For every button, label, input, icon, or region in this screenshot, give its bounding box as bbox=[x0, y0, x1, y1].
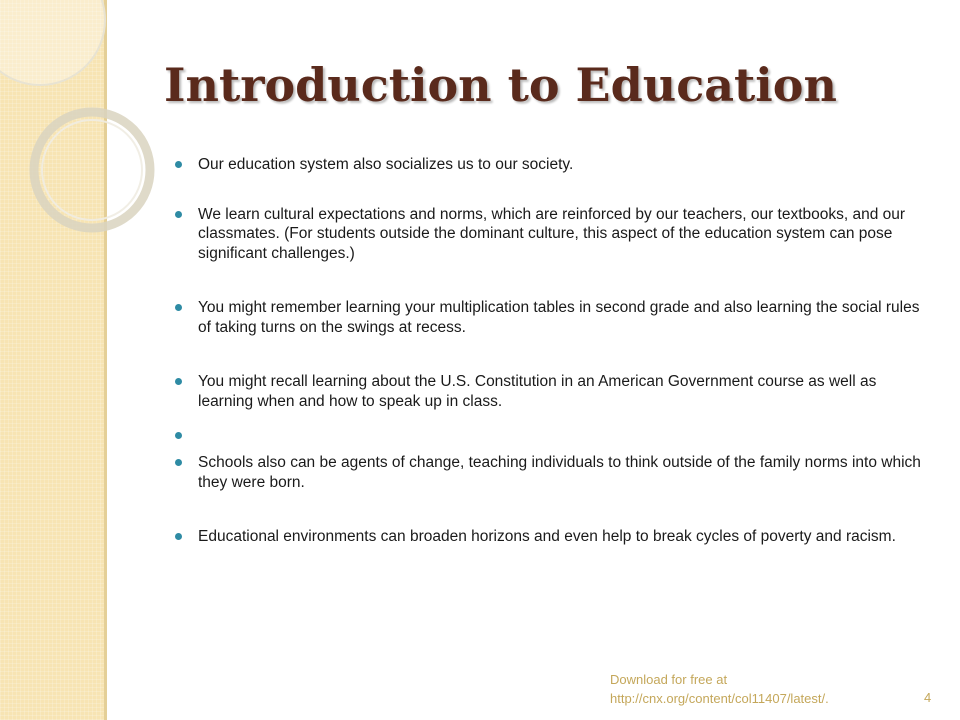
bullet-item: You might recall learning about the U.S. Constitution in an American Government course as well as learning when and how to speak up in class. bbox=[198, 372, 928, 411]
footer-source bbox=[610, 670, 829, 708]
footer-source-link[interactable]: http://cnx.org/content/col11407/latest/. bbox=[610, 691, 829, 706]
bullet-item: We learn cultural expectations and norms, which are reinforced by our teachers, our textbooks, and our classmates. (For students outside the dominant culture, this aspect of the education system can pose significant challenges.) bbox=[198, 205, 928, 264]
empty-bullet-item bbox=[198, 426, 928, 445]
bullet-list bbox=[198, 150, 928, 547]
decorative-side-band bbox=[0, 0, 106, 720]
page-number: 4 bbox=[924, 690, 932, 705]
side-band-edge bbox=[104, 0, 107, 720]
slide-title: Introduction to Education bbox=[164, 58, 837, 112]
bullet-item: Our education system also socializes us to our society. bbox=[198, 155, 928, 175]
bullet-item: Schools also can be agents of change, teaching individuals to think outside of the family norms into which they were born. bbox=[198, 453, 928, 492]
footer-source-line: Download for free at bbox=[610, 672, 728, 687]
bullet-item: You might remember learning your multiplication tables in second grade and also learning the social rules of taking turns on the swings at recess. bbox=[198, 298, 928, 337]
bullet-item: Educational environments can broaden horizons and even help to break cycles of poverty and racism. bbox=[198, 527, 928, 547]
